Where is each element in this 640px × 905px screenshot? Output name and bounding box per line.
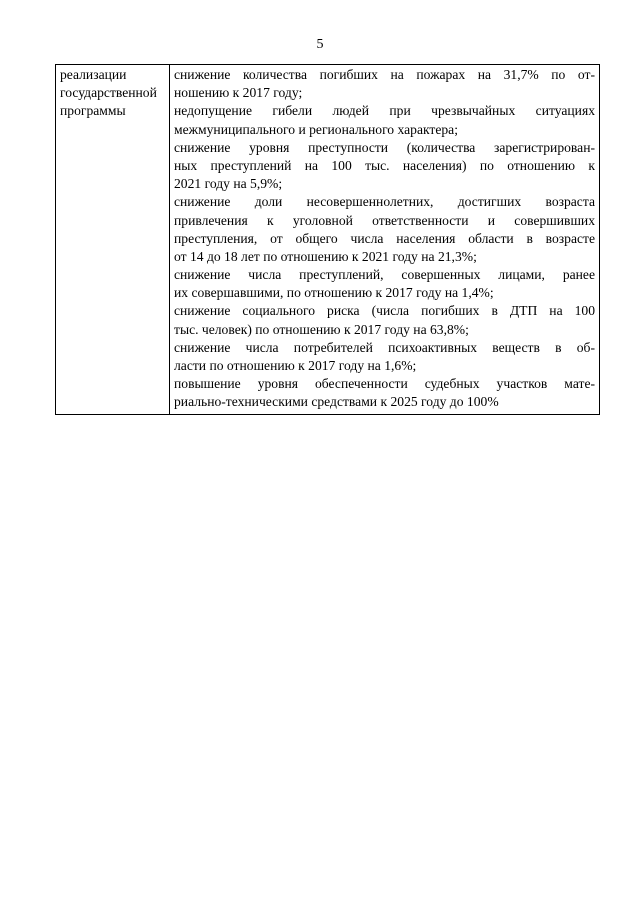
- text-line: снижение доли несовершеннолетних, достигших возраста: [174, 194, 595, 210]
- result-paragraph: [174, 139, 595, 194]
- row-label-line: государственной: [60, 85, 157, 101]
- results-table: [55, 64, 600, 415]
- text-line: риально-техническими средствами к 2025 году до 100%: [174, 394, 499, 410]
- text-line: снижение социального риска (числа погибших в ДТП на 100: [174, 303, 595, 319]
- row-label-line: реализации: [60, 67, 127, 82]
- result-paragraph: [174, 102, 595, 138]
- result-paragraph: [174, 339, 595, 375]
- text-line: тыс. человек) по отношению к 2017 году на 63,8%;: [174, 321, 469, 337]
- text-line: ношению к 2017 году;: [174, 85, 303, 101]
- text-line: недопущение гибели людей при чрезвычайных ситуациях: [174, 103, 595, 119]
- table-row: [56, 65, 600, 415]
- text-line: межмуниципального и регионального характера;: [174, 121, 458, 137]
- text-line: ных преступлений на 100 тыс. населения) по отношению к: [174, 157, 595, 173]
- text-line: преступления, от общего числа населения области в возрасте: [174, 230, 595, 246]
- text-line: повышение уровня обеспеченности судебных участков мате-: [174, 376, 595, 392]
- text-line: привлечения к уголовной ответственности и совершивших: [174, 212, 595, 228]
- result-paragraph: [174, 193, 595, 266]
- text-line: ласти по отношению к 2017 году на 1,6%;: [174, 358, 417, 373]
- text-line: снижение количества погибших на пожарах на 31,7% по от-: [174, 67, 595, 82]
- result-paragraph: [174, 66, 595, 102]
- row-label-line: программы: [60, 103, 126, 119]
- text-line: от 14 до 18 лет по отношению к 2021 году на 21,3%;: [174, 248, 477, 264]
- text-line: снижение числа потребителей психоактивных веществ в об-: [174, 339, 595, 355]
- result-paragraph: [174, 266, 595, 302]
- text-line: 2021 году на 5,9%;: [174, 176, 283, 192]
- text-line: снижение уровня преступности (количества зарегистрирован-: [174, 139, 595, 155]
- text-line: снижение числа преступлений, совершенных лицами, ранее: [174, 267, 595, 283]
- result-paragraph: [174, 375, 595, 411]
- expected-results-cell: [170, 65, 600, 415]
- result-paragraph: [174, 302, 595, 338]
- row-label-cell: [56, 65, 170, 415]
- text-line: их совершавшими, по отношению к 2017 году на 1,4%;: [174, 285, 494, 301]
- page-number: 5: [316, 37, 324, 52]
